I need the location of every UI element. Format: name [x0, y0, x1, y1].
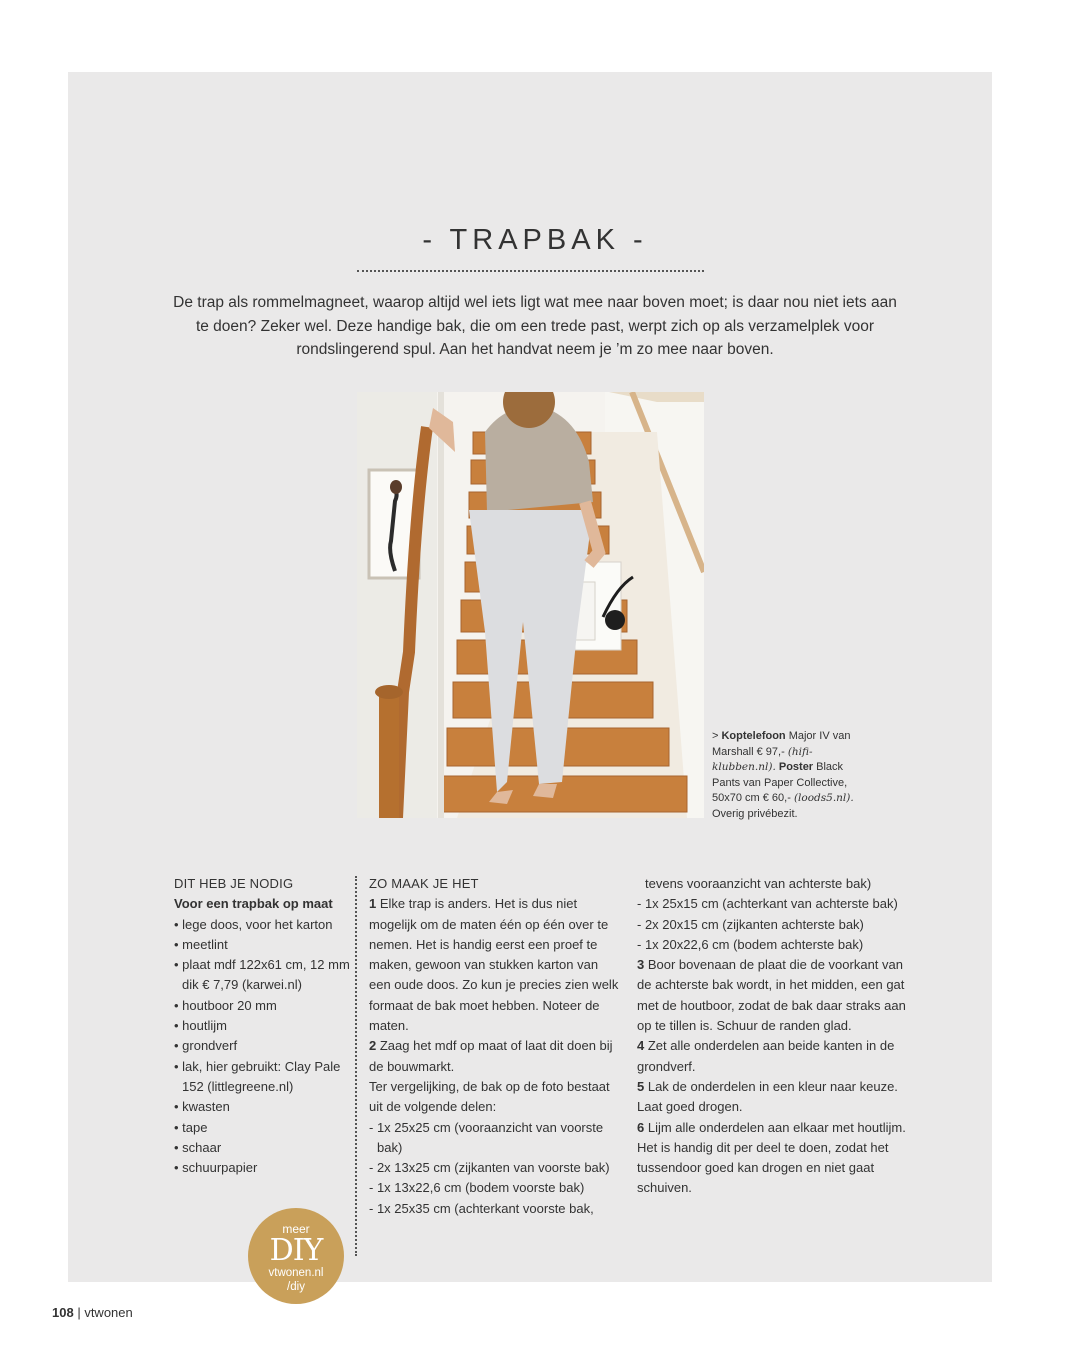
step-2 [369, 1036, 621, 1077]
caption-item-headphones: Koptelefoon [721, 730, 786, 742]
steps-heading: ZO MAAK JE HET [369, 876, 479, 891]
staircase-illustration [357, 392, 704, 818]
list-item: - 2x 13x25 cm (zijkanten van voorste bak) [369, 1160, 610, 1176]
photo-caption [712, 729, 872, 822]
list-item: - 1x 25x35 cm (achterkant voorste bak, [369, 1200, 594, 1216]
caption-headphones-text: Major IV van Marshall € 97,- [712, 730, 851, 758]
list-item: • houtboor 20 mm [174, 997, 277, 1013]
more-diy-badge[interactable] [248, 1208, 344, 1304]
article-title: - TRAPBAK - [422, 224, 648, 256]
badge-url-domain: vtwonen.nl [268, 1267, 324, 1279]
step-number: 6 [637, 1119, 645, 1135]
list-item: - 1x 20x22,6 cm (bodem achterste bak) [637, 936, 864, 952]
page-number: 108 [52, 1305, 74, 1320]
intro-paragraph: De trap als rommelmagneet, waarop altijd wel iets ligt wat mee naar boven moet; is daar nou niet iets aan te doen? Zeker wel. Deze handige bak, die om een trede past, werpt zich op als verzamelplek voor rondslingerend spul. Aan het handvat neem je ’m zo mee naar boven. [173, 294, 897, 358]
step-text: Zaag het mdf op maat of laat dit doen bij de bouwmarkt. [369, 1038, 613, 1074]
caption-marker: > [712, 730, 722, 742]
column-divider [355, 876, 357, 1256]
footer-separator: | [73, 1305, 85, 1320]
list-item: - 2x 20x15 cm (zijkanten achterste bak) [637, 916, 864, 932]
step-text: Lak de onderdelen in een kleur naar keuze. Laat goed drogen. [637, 1078, 898, 1115]
staircase-photo [357, 392, 704, 818]
list-item-continued: tevens vooraanzicht van achterste bak) [645, 876, 872, 891]
badge-url-path: /diy [287, 1281, 305, 1293]
caption-poster-source: (loods5.nl). [793, 792, 854, 804]
step-number: 2 [369, 1038, 377, 1054]
step-number: 4 [637, 1038, 645, 1054]
list-item: • meetlint [174, 936, 228, 952]
caption-poster-text: Black Pants van Paper Collective, 50x70 cm € 60,- [712, 761, 848, 804]
list-item: • grondverf [174, 1038, 238, 1054]
list-item: - 1x 13x22,6 cm (bodem voorste bak) [369, 1180, 585, 1196]
list-item: - 1x 25x15 cm (achterkant van achterste bak) [637, 896, 898, 912]
list-item: • tape [174, 1119, 208, 1135]
materials-subheading: Voor een trapbak op maat [174, 896, 333, 912]
list-item: • schuurpapier [174, 1160, 258, 1176]
step-5 [637, 1077, 912, 1118]
step-3 [637, 955, 912, 1036]
step-text: Boor bovenaan de plaat die de voorkant van de achterste bak wordt, in het midden, een gat met de houtboor, zodat de bak daar straks aan op te tillen is. Schuur de randen glad. [637, 957, 906, 1034]
steps-column-2 [637, 874, 912, 1199]
materials-heading: DIT HEB JE NODIG [174, 876, 294, 891]
list-item: • houtlijm [174, 1018, 227, 1034]
title-divider [357, 270, 704, 272]
list-item: • kwasten [174, 1099, 230, 1115]
list-item: • lege doos, voor het karton [174, 916, 333, 932]
caption-other-text: Overig privébezit. [712, 807, 798, 820]
caption-item-poster: Poster [775, 761, 814, 773]
list-item: • plaat mdf 122x61 cm, 12 mm dik € 7,79 (karwei.nl) [174, 957, 350, 993]
step-number: 1 [369, 896, 377, 912]
step-text: Lijm alle onderdelen aan elkaar met houtlijm. Het is handig dit per deel te doen, zodat het tussendoor goed kan drogen en niet gaat schuiven. [637, 1119, 906, 1196]
step-number: 3 [637, 957, 645, 973]
step-2-extra: Ter vergelijking, de bak op de foto bestaat uit de volgende delen: [369, 1078, 610, 1115]
step-4 [637, 1036, 912, 1077]
magazine-name: vtwonen [84, 1305, 133, 1320]
badge-url [248, 1266, 344, 1294]
step-number: 5 [637, 1078, 645, 1094]
step-6 [637, 1118, 912, 1199]
page-footer [52, 1305, 133, 1320]
materials-column [174, 874, 352, 1178]
list-item: • lak, hier gebruikt: Clay Pale 152 (littlegreene.nl) [174, 1058, 341, 1094]
caption-headphones-source: (hifi-klubben.nl). [712, 745, 813, 773]
list-item: - 1x 25x25 cm (vooraanzicht van voorste bak) [369, 1119, 604, 1155]
steps-column-1 [369, 874, 621, 1219]
badge-label-meer: meer [282, 1222, 310, 1236]
step-1 [369, 894, 621, 1036]
list-item: • schaar [174, 1139, 222, 1155]
step-text: Elke trap is anders. Het is dus niet mogelijk om de maten één op één over te nemen. Het is handig eerst een proef te maken, gewoon van stukken karton van een oude doos. Zo kun je precies zien welk formaat de bak moet hebben. Noteer de maten. [369, 896, 619, 1034]
step-text: Zet alle onderdelen aan beide kanten in de grondverf. [637, 1038, 895, 1074]
badge-label-diy: DIY [269, 1233, 323, 1268]
